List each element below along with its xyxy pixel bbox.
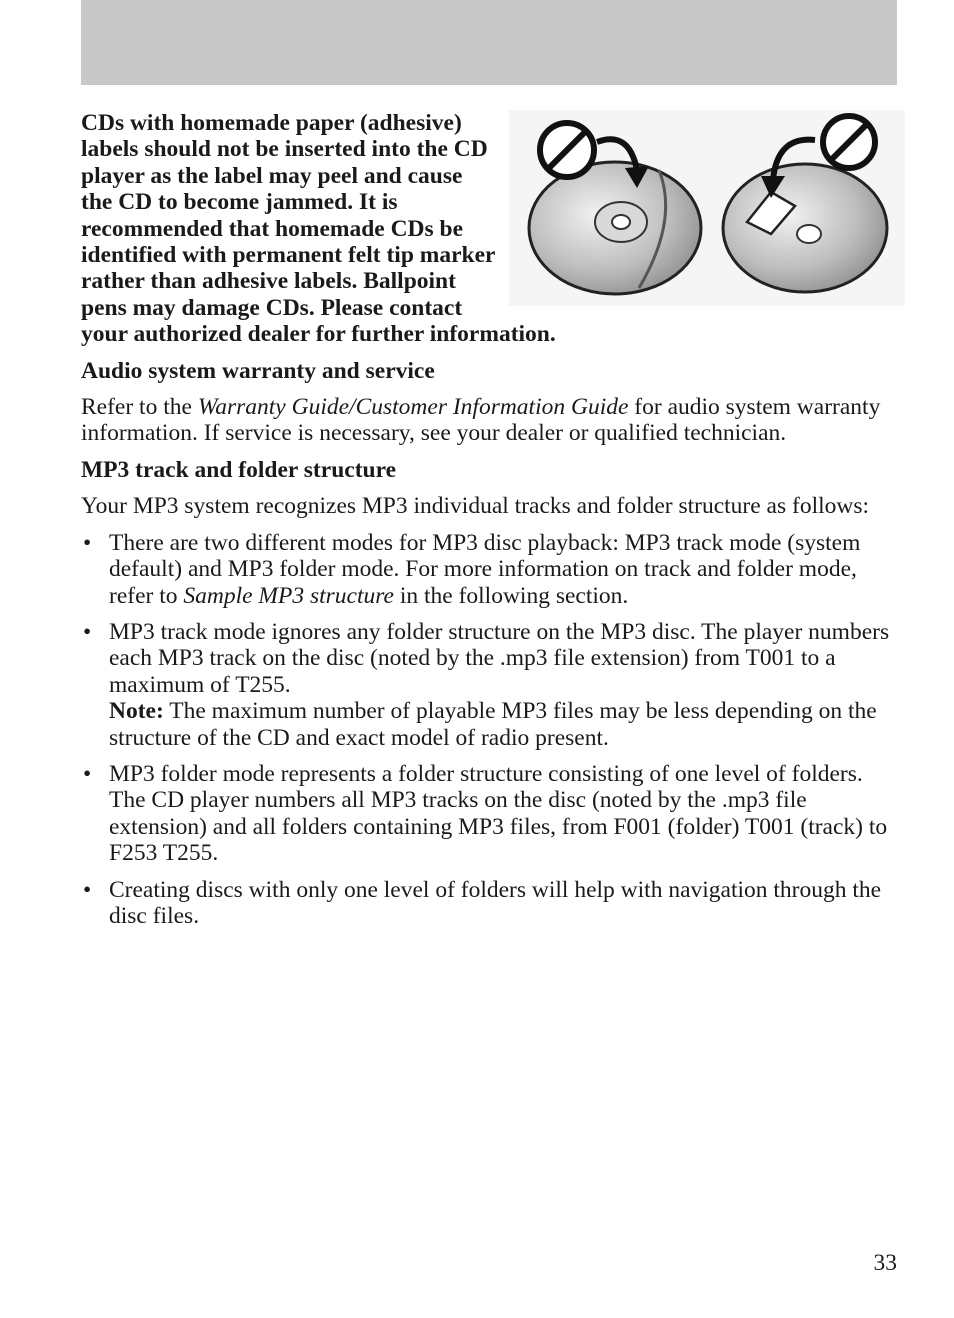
warranty-guide-reference: Warranty Guide/Customer Information Guide	[197, 394, 629, 421]
page-number: 33	[873, 1250, 897, 1276]
bullet-icon: •	[83, 529, 92, 556]
no-symbol-icon	[823, 116, 875, 168]
mp3-bullet-list	[81, 530, 901, 930]
bullet-icon: •	[83, 618, 92, 645]
bullet-icon: •	[83, 876, 92, 903]
sample-mp3-structure-reference: Sample MP3 structure	[183, 582, 394, 609]
header-bar	[81, 0, 897, 85]
warranty-heading: Audio system warranty and service	[81, 357, 435, 384]
note-label: Note:	[109, 698, 164, 725]
list-item: • MP3 track mode ignores any folder structure on the MP3 disc. The player numbers each MP3 track on the disc (noted by the .mp3 file extension) from T001 to a maximum of T255. Note: The maximum number of playable MP3 files may be less depending on the structure of the CD and exact model of radio present.	[83, 618, 890, 751]
cd-disc-icon	[723, 164, 887, 292]
page-content	[81, 110, 901, 939]
list-item: • Creating discs with only one level of folders will help with navigation through the disc files.	[83, 876, 882, 929]
cd-label-warning-text: CDs with homemade paper (adhesive) labels should not be inserted into the CD player as the label may peel and cause the CD to become jammed. It is recommended that homemade CDs be identified with permanent felt tip marker rather than adhesive labels. Ballpoint pens may damage CDs. Please contact your authorized dealer for further information.	[81, 110, 556, 348]
mp3-intro-paragraph: Your MP3 system recognizes MP3 individual tracks and folder structure as follows:	[81, 493, 870, 520]
list-item: • There are two different modes for MP3 disc playback: MP3 track mode (system default) and MP3 folder mode. For more information on track and folder mode, refer to Sample MP3 structure in the following section.	[83, 529, 861, 609]
bullet-icon: •	[83, 760, 92, 787]
no-symbol-icon	[540, 123, 594, 177]
cd-disc-icon	[529, 162, 701, 294]
warranty-paragraph: Refer to the Warranty Guide/Customer Information Guide for audio system warranty information. If service is necessary, see your dealer or qualified technician.	[81, 394, 881, 447]
mp3-structure-heading: MP3 track and folder structure	[81, 456, 397, 483]
list-item: • MP3 folder mode represents a folder structure consisting of one level of folders. The CD player numbers all MP3 tracks on the disc (noted by the .mp3 file extension) and all folders containing MP3 files, from F001 (folder) T001 (track) to F253 T255.	[83, 760, 888, 867]
cd-label-warning-illustration	[509, 110, 905, 306]
